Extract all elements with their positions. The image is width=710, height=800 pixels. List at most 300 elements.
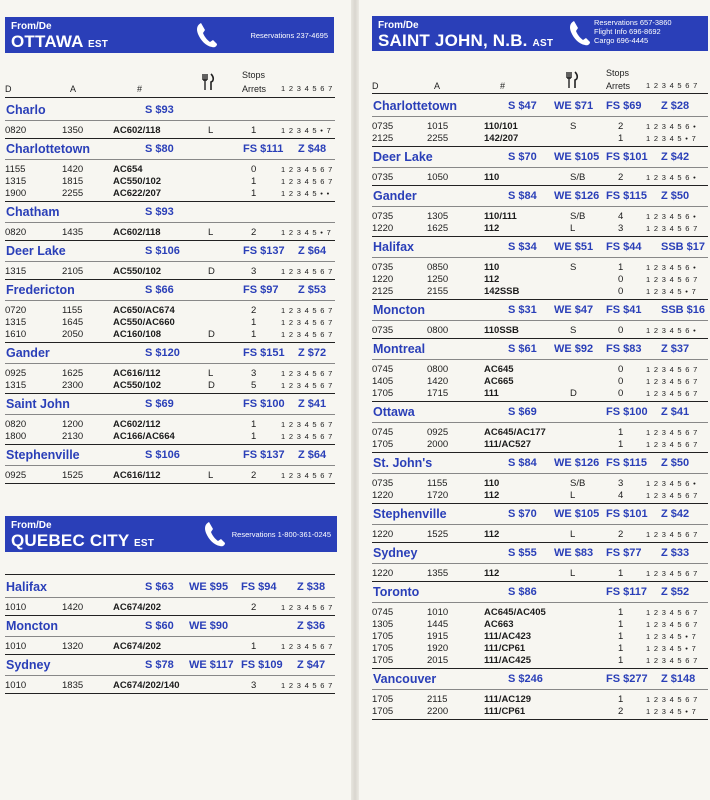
fare-z: Z $47: [297, 659, 326, 671]
destination-name: Gander: [6, 346, 50, 360]
depart-time: 1010: [5, 602, 27, 613]
arrive-time: 2255: [62, 188, 84, 199]
depart-time: 1305: [372, 619, 394, 630]
depart-time: 0735: [372, 172, 394, 183]
depart-time: 1010: [5, 641, 27, 652]
meal-code: D: [208, 380, 215, 391]
flight-row: [372, 363, 708, 375]
operating-days: 1 2 3 4 5 • •: [281, 189, 331, 198]
fare-fs: FS $117: [606, 586, 647, 598]
fare-fs: FS $97: [243, 284, 279, 296]
flight-row: [372, 528, 708, 540]
fare-fs: FS $100: [243, 398, 285, 410]
flight-number: 110SSB: [484, 325, 519, 336]
depart-time: 1800: [5, 431, 27, 442]
flight-number: AC665: [484, 376, 514, 387]
fare-fs: FS $137: [243, 449, 285, 461]
flight-number: 110/111: [484, 211, 517, 222]
route-header: [372, 453, 708, 473]
destination-name: Fredericton: [6, 283, 75, 297]
col-depart: D: [5, 84, 12, 94]
flight-list: [372, 689, 708, 720]
flight-row: [5, 175, 335, 187]
route-header: [5, 577, 335, 597]
fare-s: S $78: [145, 659, 174, 671]
flight-number: 111/CP61: [484, 643, 526, 654]
stops: 1: [618, 133, 624, 144]
destination-name: Charlottetown: [6, 142, 91, 156]
fare-s: S $70: [508, 508, 537, 520]
depart-time: 0720: [5, 305, 27, 316]
stops: 5: [251, 380, 257, 391]
destination-name: Toronto: [373, 585, 420, 599]
flight-number: AC645/AC405: [484, 607, 546, 618]
header-rule: [372, 93, 708, 94]
flight-number: 112: [484, 490, 500, 501]
flight-number: 112: [484, 568, 500, 579]
meal-code: D: [208, 329, 215, 340]
fare-we: WE $105: [554, 508, 600, 520]
stops: 3: [618, 478, 624, 489]
route-sydney: [5, 655, 335, 694]
stops: 1: [251, 317, 257, 328]
fare-s: S $84: [508, 190, 537, 202]
stops: 0: [618, 364, 624, 375]
arrive-time: 1015: [427, 121, 449, 132]
depart-time: 0735: [372, 478, 394, 489]
fare-z: Z $42: [661, 508, 690, 520]
flight-number: AC602/118: [113, 227, 161, 238]
col-days: 1 2 3 4 5 6 7: [281, 84, 334, 93]
operating-days: 1 2 3 4 5 6 7: [646, 377, 699, 386]
meal-code: L: [570, 223, 576, 234]
operating-days: 1 2 3 4 5 6 7: [646, 440, 699, 449]
depart-time: 1705: [372, 694, 394, 705]
timezone: AST: [532, 38, 554, 49]
col-arrets: Arrets: [242, 84, 267, 94]
stops: 2: [251, 470, 257, 481]
flight-row: [372, 567, 708, 579]
operating-days: 1 2 3 4 5 6 7: [646, 491, 699, 500]
destination-name: Stephenville: [6, 448, 80, 462]
flight-number: 110: [484, 262, 500, 273]
col-flight: #: [137, 84, 143, 94]
city-name: OTTAWA: [11, 32, 84, 51]
depart-time: 0820: [5, 125, 27, 136]
flight-row: [372, 261, 708, 273]
arrive-time: 1155: [427, 478, 448, 489]
stops: 1: [251, 431, 257, 442]
meal-code: L: [570, 529, 576, 540]
flight-list: [372, 473, 708, 504]
flight-row: [372, 630, 708, 642]
destination-name: Charlottetown: [373, 99, 458, 113]
route-moncton: [372, 300, 708, 339]
flight-list: [5, 300, 335, 343]
stops: 1: [618, 694, 624, 705]
arrive-time: 2200: [427, 706, 449, 717]
depart-time: 1220: [372, 490, 394, 501]
telephone-icon: [203, 520, 227, 548]
arrive-time: 1320: [62, 641, 84, 652]
depart-time: 0820: [5, 419, 27, 430]
flight-row: [372, 705, 708, 717]
arrive-time: 1625: [427, 223, 449, 234]
flight-row: [372, 120, 708, 132]
fare-z: Z $50: [661, 190, 690, 202]
flight-list: [372, 602, 708, 669]
fare-fs: FS $115: [606, 190, 647, 202]
stops: 0: [251, 164, 257, 175]
column-headers: [372, 67, 708, 93]
route-header: [372, 300, 708, 320]
flight-list: [5, 414, 335, 445]
arrive-time: 0800: [427, 364, 449, 375]
flight-number: AC645: [484, 364, 514, 375]
fare-fs: FS $151: [243, 347, 285, 359]
stops: 1: [618, 607, 624, 618]
route-header: [5, 655, 335, 675]
reservations-phone: Reservations 237-4695: [250, 31, 328, 40]
route-chatham: [5, 202, 335, 241]
fare-s: S $66: [145, 284, 174, 296]
flight-list: [372, 320, 708, 339]
destination-name: Moncton: [373, 303, 426, 317]
fare-s: S $70: [508, 151, 537, 163]
ottawa-schedule: [5, 100, 335, 484]
fare-we: WE $105: [554, 151, 600, 163]
flight-number: 111/AC129: [484, 694, 532, 705]
depart-time: 0735: [372, 211, 394, 222]
route-fredericton: [5, 280, 335, 343]
flight-number: AC674/202: [113, 602, 162, 613]
fare-z: Z $37: [661, 343, 690, 355]
depart-time: 1705: [372, 655, 394, 666]
depart-time: 1315: [5, 266, 27, 277]
fare-z: Z $38: [297, 581, 326, 593]
operating-days: 1 2 3 4 5 6 •: [646, 173, 697, 182]
depart-time: 1705: [372, 631, 394, 642]
flight-row: [372, 273, 708, 285]
route-header: [5, 139, 335, 159]
flight-number: 111/AC527: [484, 439, 532, 450]
flight-list: [372, 422, 708, 453]
route-header: [5, 241, 335, 261]
arrive-time: 1420: [62, 602, 84, 613]
fare-we: WE $126: [554, 190, 600, 202]
operating-days: 1 2 3 4 5 6 7: [281, 471, 334, 480]
flight-row: [5, 304, 335, 316]
meal-code: L: [208, 227, 214, 238]
arrive-time: 1010: [427, 607, 449, 618]
fare-z: Z $148: [661, 673, 696, 685]
stops: 4: [618, 211, 624, 222]
stops: 1: [618, 643, 624, 654]
stops: 1: [618, 619, 624, 630]
arrive-time: 1625: [62, 368, 84, 379]
operating-days: 1 2 3 4 5 6 7: [281, 165, 334, 174]
arrive-time: 2255: [427, 133, 449, 144]
flight-row: [372, 324, 708, 336]
flight-number: 111/AC423: [484, 631, 532, 642]
fare-s: S $106: [145, 245, 180, 257]
arrive-time: 2015: [427, 655, 449, 666]
route-moncton: [5, 616, 335, 655]
route-header: [372, 582, 708, 602]
destination-name: Montreal: [373, 342, 426, 356]
operating-days: 1 2 3 4 5 6 •: [646, 212, 697, 221]
col-stops: Stops: [242, 70, 266, 80]
operating-days: 1 2 3 4 5 6 7: [281, 318, 334, 327]
flight-row: [372, 618, 708, 630]
flight-row: [5, 430, 335, 442]
fare-s: S $69: [145, 398, 174, 410]
flight-row: [5, 124, 335, 136]
timezone: EST: [134, 538, 155, 549]
fare-s: S $61: [508, 343, 537, 355]
fare-fs: FS $44: [606, 241, 642, 253]
stops: 2: [251, 305, 257, 316]
operating-days: 1 2 3 4 5 6 7: [646, 695, 699, 704]
meal-code: S: [570, 121, 577, 132]
depart-time: 1220: [372, 568, 394, 579]
stops: 1: [251, 419, 257, 430]
flight-row: [372, 375, 708, 387]
flight-list: [372, 524, 708, 543]
arrive-time: 1835: [62, 680, 84, 691]
depart-time: 1220: [372, 223, 394, 234]
cargo-phone: Cargo 696-4445: [594, 36, 649, 45]
route-stephenville: [372, 504, 708, 543]
route-header: [372, 237, 708, 257]
flight-number: 110: [484, 172, 500, 183]
reservations-phone: Reservations 657-3860: [594, 18, 672, 27]
arrive-time: 1915: [427, 631, 449, 642]
route-header: [372, 339, 708, 359]
flight-number: 110/101: [484, 121, 518, 132]
stops: 3: [618, 223, 624, 234]
depart-time: 1010: [5, 680, 27, 691]
fare-fs: FS $41: [606, 304, 642, 316]
origin-city: [378, 31, 553, 51]
fare-s: S $31: [508, 304, 537, 316]
flight-list: [5, 363, 335, 394]
flight-row: [372, 693, 708, 705]
flight-list: [372, 359, 708, 402]
operating-days: 1 2 3 4 5 6 7: [646, 608, 699, 617]
flight-row: [372, 132, 708, 144]
arrive-time: 1435: [62, 227, 84, 238]
route-header: [372, 96, 708, 116]
depart-time: 1610: [5, 329, 27, 340]
operating-days: 1 2 3 4 5 6 7: [281, 381, 334, 390]
fare-z: Z $42: [661, 151, 690, 163]
route-deer-lake: [372, 147, 708, 186]
fare-fs: FS $101: [606, 508, 648, 520]
fare-we: WE $92: [554, 343, 594, 355]
route-header: [5, 343, 335, 363]
flight-row: [372, 222, 708, 234]
flight-list: [372, 563, 708, 582]
route-header: [372, 402, 708, 422]
flight-row: [372, 642, 708, 654]
depart-time: 0745: [372, 364, 394, 375]
flight-number: AC674/202/140: [113, 680, 180, 691]
flight-number: 112: [484, 274, 500, 285]
fare-we: WE $47: [554, 304, 594, 316]
stops: 3: [251, 368, 257, 379]
flight-list: [5, 222, 335, 241]
stops: 0: [618, 388, 624, 399]
flight-info-phone: Flight Info 696-8692: [594, 27, 661, 36]
flight-number: AC645/AC177: [484, 427, 546, 438]
destination-name: Stephenville: [373, 507, 447, 521]
fare-s: S $246: [508, 673, 543, 685]
depart-time: 1315: [5, 380, 27, 391]
depart-time: 2125: [372, 133, 394, 144]
route-header: [5, 100, 335, 120]
arrive-time: 1715: [427, 388, 449, 399]
flight-number: 142/207: [484, 133, 519, 144]
stops: 1: [618, 262, 624, 273]
flight-number: AC663: [484, 619, 514, 630]
operating-days: 1 2 3 4 5 6 7: [646, 620, 699, 629]
operating-days: 1 2 3 4 5 • 7: [646, 632, 697, 641]
header-rule: [5, 97, 335, 98]
stops: 2: [618, 529, 624, 540]
flight-number: 112: [484, 529, 500, 540]
flight-number: AC550/102: [113, 266, 162, 277]
operating-days: 1 2 3 4 5 6 7: [646, 224, 699, 233]
telephone-icon: [195, 21, 219, 49]
destination-name: Chatham: [6, 205, 60, 219]
saintjohn-schedule: [372, 96, 708, 720]
arrive-time: 1525: [427, 529, 449, 540]
operating-days: 1 2 3 4 5 6 7: [281, 681, 334, 690]
destination-name: Charlo: [6, 103, 46, 117]
arrive-time: 0850: [427, 262, 449, 273]
col-arrive: A: [434, 81, 441, 91]
destination-name: St. John's: [373, 456, 433, 470]
flight-row: [5, 226, 335, 238]
depart-time: 0735: [372, 121, 394, 132]
arrive-time: 1250: [427, 274, 449, 285]
flight-row: [372, 489, 708, 501]
flight-row: [5, 418, 335, 430]
meal-code: S/B: [570, 478, 586, 489]
depart-time: 1220: [372, 274, 394, 285]
flight-number: 111/CP61: [484, 706, 526, 717]
saintjohn-banner: [372, 16, 708, 51]
fare-fs: FS $109: [241, 659, 283, 671]
depart-time: 0925: [5, 368, 27, 379]
route-header: [5, 394, 335, 414]
arrive-time: 2105: [62, 266, 84, 277]
flight-number: AC616/112: [113, 470, 161, 481]
operating-days: 1 2 3 4 5 • 7: [646, 644, 697, 653]
flight-list: [5, 675, 335, 694]
route-st-john-s: [372, 453, 708, 504]
depart-time: 0735: [372, 262, 394, 273]
route-header: [372, 504, 708, 524]
col-arrets: Arrets: [606, 81, 631, 91]
fare-we: WE $117: [189, 659, 234, 671]
stops: 1: [618, 439, 624, 450]
stops: 1: [251, 329, 257, 340]
meal-icon: [201, 73, 215, 91]
fare-s: S $120: [145, 347, 180, 359]
fare-fs: FS $69: [606, 100, 642, 112]
route-ottawa: [372, 402, 708, 453]
flight-row: [372, 210, 708, 222]
fare-s: S $84: [508, 457, 537, 469]
depart-time: 1900: [5, 188, 27, 199]
flight-number: AC616/112: [113, 368, 161, 379]
depart-time: 0735: [372, 325, 394, 336]
flight-row: [5, 328, 335, 340]
flight-row: [372, 438, 708, 450]
fare-z: Z $41: [661, 406, 690, 418]
left-page: [0, 0, 352, 800]
stops: 0: [618, 274, 624, 285]
from-label: From/De: [378, 20, 419, 31]
route-halifax: [5, 577, 335, 616]
from-label: From/De: [11, 21, 52, 32]
arrive-time: 1155: [62, 305, 83, 316]
destination-name: Halifax: [373, 240, 414, 254]
route-header: [372, 147, 708, 167]
fare-s: S $80: [145, 143, 174, 155]
origin-city: [11, 32, 108, 52]
flight-number: AC622/207: [113, 188, 162, 199]
fare-we: WE $95: [189, 581, 229, 593]
flight-row: [5, 187, 335, 199]
flight-number: 112: [484, 223, 500, 234]
fare-fs: FS $277: [606, 673, 648, 685]
flight-row: [5, 379, 335, 391]
flight-number: 111/AC425: [484, 655, 532, 666]
arrive-time: 1720: [427, 490, 449, 501]
fare-we: WE $71: [554, 100, 594, 112]
destination-name: Sydney: [6, 658, 51, 672]
ottawa-banner: [5, 17, 334, 53]
depart-time: 1405: [372, 376, 394, 387]
fare-we: WE $126: [554, 457, 600, 469]
flight-row: [372, 426, 708, 438]
arrive-time: 1420: [427, 376, 449, 387]
operating-days: 1 2 3 4 5 6 7: [281, 432, 334, 441]
flight-number: 111: [484, 388, 499, 399]
stops: 1: [618, 568, 624, 579]
meal-code: D: [570, 388, 577, 399]
flight-list: [5, 636, 335, 655]
operating-days: 1 2 3 4 5 • 7: [646, 287, 697, 296]
stops: 1: [618, 427, 624, 438]
flight-number: AC166/AC664: [113, 431, 175, 442]
fare-fs: FS $77: [606, 547, 642, 559]
route-stephenville: [5, 445, 335, 484]
route-saint-john: [5, 394, 335, 445]
arrive-time: 1050: [427, 172, 449, 183]
route-sydney: [372, 543, 708, 582]
fare-z: Z $52: [661, 586, 690, 598]
fare-fs: FS $100: [606, 406, 648, 418]
destination-name: Deer Lake: [6, 244, 66, 258]
flight-number: AC550/102: [113, 176, 162, 187]
operating-days: 1 2 3 4 5 6 •: [646, 479, 697, 488]
operating-days: 1 2 3 4 5 6 7: [646, 428, 699, 437]
arrive-time: 1200: [62, 419, 84, 430]
